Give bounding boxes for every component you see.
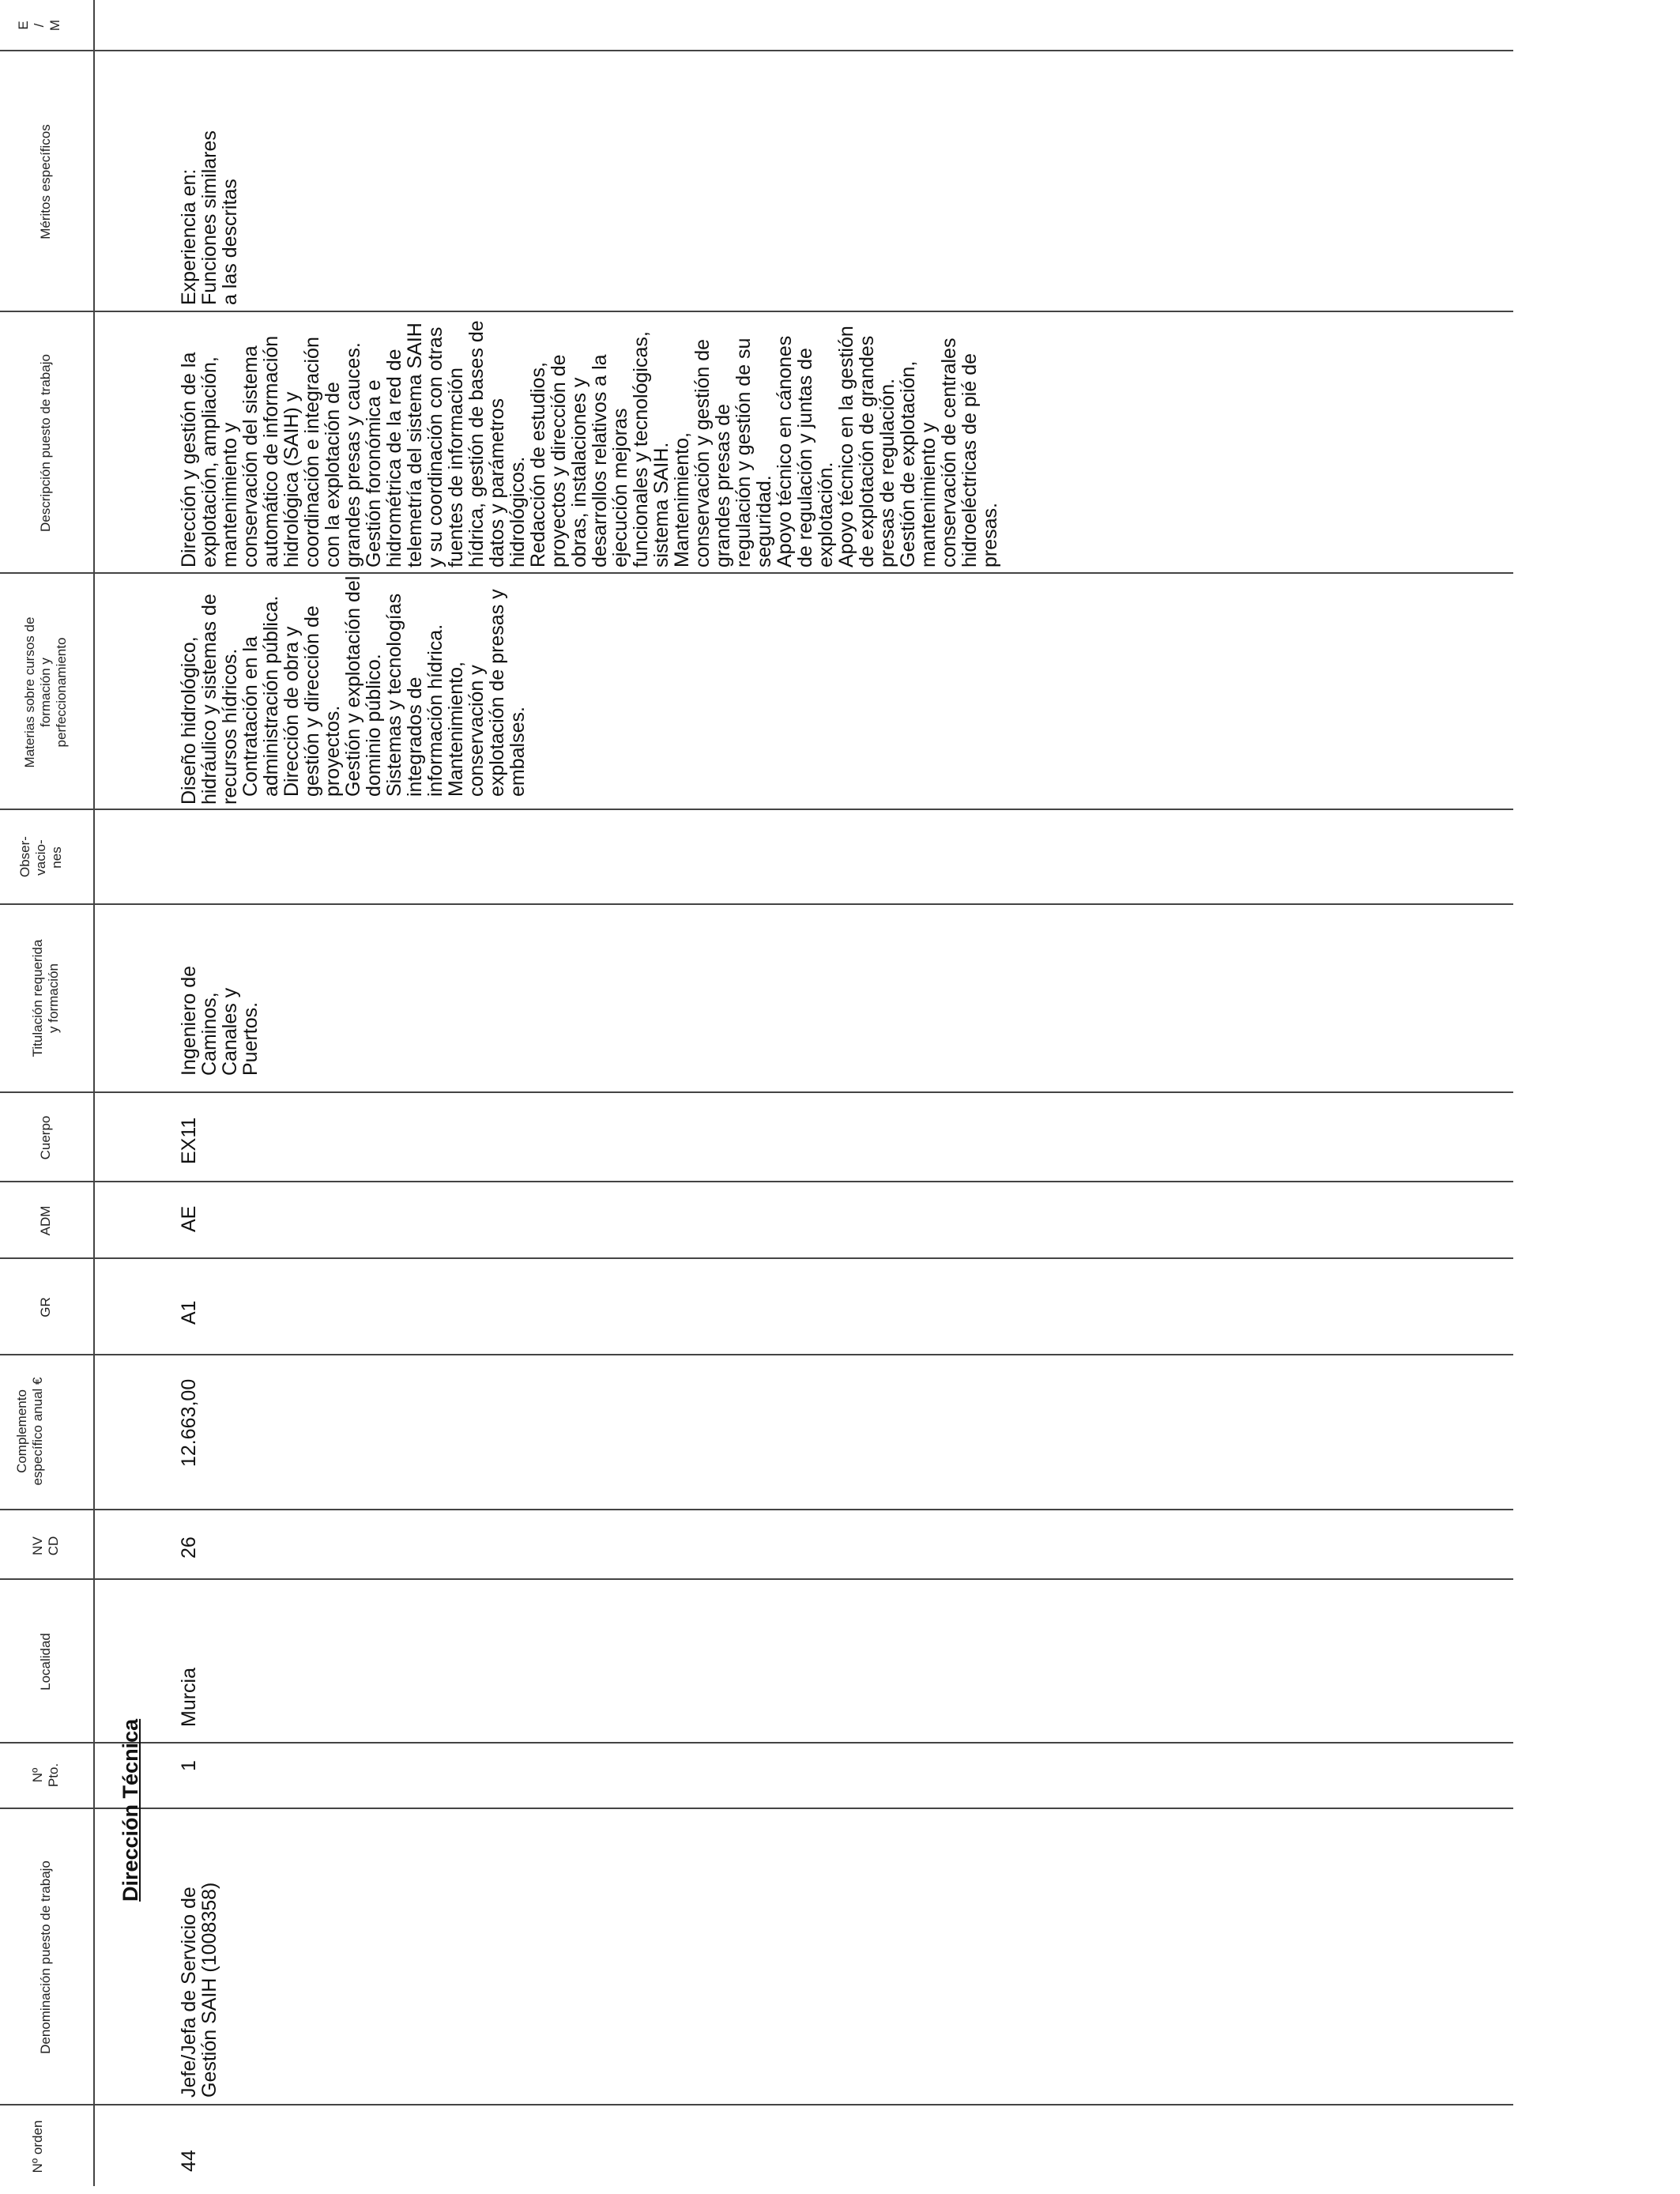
column-divider xyxy=(0,2104,1513,2105)
cell-orden: 44 xyxy=(178,2150,200,2172)
cell-materias xyxy=(179,575,528,805)
column-divider xyxy=(0,1509,1513,1510)
materia-item: Sistemas y tecnologías integrados de información hídrica. xyxy=(383,593,446,797)
cell-adm: AE xyxy=(178,1205,200,1232)
header-complemento: Complemento específico anual € xyxy=(14,1377,45,1486)
column-divider xyxy=(0,1091,1513,1093)
header-denominacion: Denominación puesto de trabajo xyxy=(38,1860,53,2054)
materia-item: Mantenimiento, conservación y explotación de presas y embalses. xyxy=(445,589,529,797)
materia-item: Dirección de obra y gestión y dirección de proyectos. xyxy=(281,605,344,797)
cell-titulacion: Ingeniero de Caminos, Canales y Puertos. xyxy=(178,965,262,1076)
descripcion-item: Apoyo técnico en cánones de regulación y juntas de explotación. xyxy=(774,335,837,567)
column-divider xyxy=(0,903,1513,905)
header-descripcion: Descripción puesto de trabajo xyxy=(38,354,53,532)
materia-item: Diseño hidrológico, hidráulico y sistemas de recursos hídricos. xyxy=(178,594,241,805)
column-divider xyxy=(0,1181,1513,1182)
cell-denominacion: Jefe/Jefa de Servicio de Gestión SAIH (1008358) xyxy=(178,1882,220,2098)
column-divider xyxy=(0,50,1513,51)
header-titulacion: Titulación requerida y formación xyxy=(30,939,61,1057)
materia-item: Gestión y explotación del dominio público. xyxy=(342,575,385,797)
materia-item: Contratación en la administración pública. xyxy=(239,595,282,797)
cell-meritos: Experiencia en: Funciones similares a las descritas xyxy=(178,130,241,305)
cell-npto: 1 xyxy=(178,1760,200,1771)
header-gr: GR xyxy=(38,1297,53,1318)
header-orden: Nº orden xyxy=(30,2120,45,2173)
header-cuerpo: Cuerpo xyxy=(38,1115,53,1160)
header-localidad: Localidad xyxy=(38,1633,53,1691)
cell-gr: A1 xyxy=(178,1300,200,1325)
column-divider xyxy=(0,1808,1513,1809)
header-npto: Nº Pto. xyxy=(30,1762,61,1788)
cell-nvcd: 26 xyxy=(178,1536,200,1559)
column-divider xyxy=(0,809,1513,810)
column-divider xyxy=(0,1742,1513,1744)
column-divider xyxy=(0,1257,1513,1259)
descripcion-item: Dirección y gestión de la explotación, ampliación, mantenimiento y conservación del sistema automático de información hidrológica (SAIH) y coordinación e integración con la explotación de grandes presas y cauces. xyxy=(178,335,364,567)
header-adm: ADM xyxy=(38,1205,53,1236)
header-nvcd: NV CD xyxy=(30,1536,61,1556)
cell-complemento: 12.663,00 xyxy=(178,1378,200,1467)
header-materias: Materias sobre cursos de formación y perfeccionamiento xyxy=(22,616,69,768)
header-meritos: Méritos específicos xyxy=(38,124,53,239)
descripcion-item: Redacción de estudios, proyectos y dirección de obras, instalaciones y desarrollos relativos a la ejecución mejoras funcionales y tecnológicas, sistema SAIH. xyxy=(527,331,672,567)
cell-descripcion xyxy=(179,315,1000,567)
column-divider xyxy=(0,1578,1513,1580)
descripcion-item: Apoyo técnico en la gestión de explotación de grandes presas de regulación. xyxy=(835,326,898,567)
cell-localidad: Murcia xyxy=(178,1667,200,1727)
column-divider xyxy=(0,1354,1513,1355)
header-em: E / M xyxy=(16,19,62,32)
header-observaciones: Obser- vacio- nes xyxy=(17,836,64,877)
cell-cuerpo: EX11 xyxy=(178,1117,200,1164)
column-divider xyxy=(0,311,1513,312)
column-divider xyxy=(0,572,1513,574)
descripcion-item: Gestión de explotación, mantenimiento y conservación de centrales hidroeléctricas de pié de presas. xyxy=(897,337,1001,567)
descripcion-item: Mantenimiento, conservación y gestión de grandes presas de regulación y gestión de su seguridad. xyxy=(671,337,775,567)
section-title: Dirección Técnica xyxy=(119,1718,142,1902)
header-separator xyxy=(93,0,95,2186)
descripcion-item: Gestión foronómica e hidrométrica de la red de telemetría del sistema SAIH y su coordinación con otras fuentes de información hídrica, gestión de bases de datos y parámetros hidrológicos. xyxy=(363,320,529,567)
